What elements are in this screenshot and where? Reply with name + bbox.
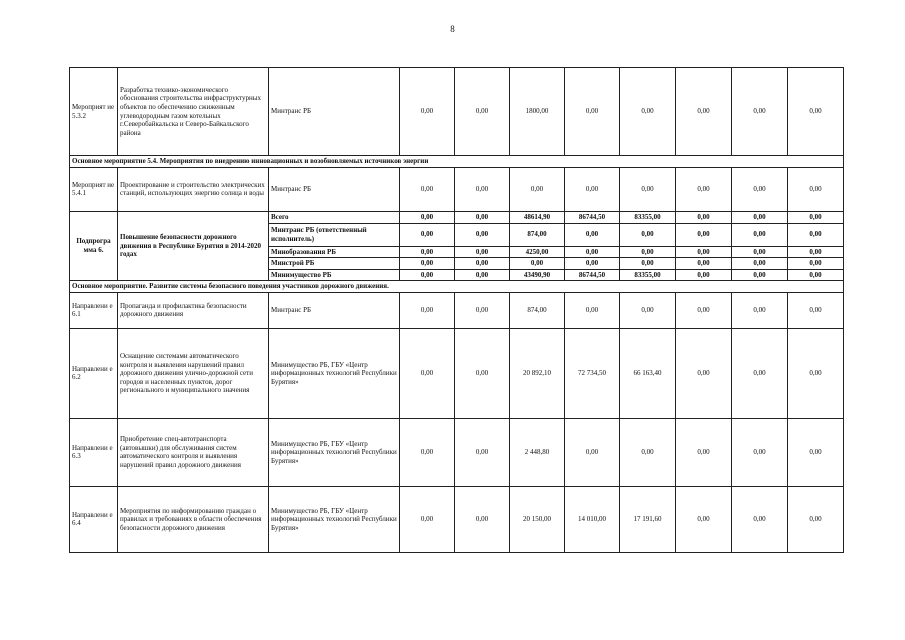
row-value: 0,00 xyxy=(788,486,844,552)
row-value: 1800,00 xyxy=(510,68,565,156)
row-value: 17 191,60 xyxy=(620,486,676,552)
row-executor: Минтранс РБ xyxy=(269,68,400,156)
page-number: 8 xyxy=(450,24,455,34)
row-value: 0,00 xyxy=(732,418,788,486)
row-value: 0,00 xyxy=(400,68,455,156)
row-value: 0,00 xyxy=(400,328,455,418)
row-value: 0,00 xyxy=(788,246,844,258)
row-value: 0,00 xyxy=(732,68,788,156)
subprogram-code: Подпрогра мма 6. xyxy=(70,211,118,281)
row-executor: Минимущество РБ, ГБУ «Центр информационных технологий Республики Бурятия» xyxy=(269,328,400,418)
section-heading-row xyxy=(70,281,844,293)
row-executor: Минстрой РБ xyxy=(269,258,400,270)
row-value: 0,00 xyxy=(565,223,620,246)
row-value: 0,00 xyxy=(676,211,732,223)
row-value: 0,00 xyxy=(400,418,455,486)
subprogram-name: Повышение безопасности дорожного движения в Республике Бурятия в 2014-2020 годах xyxy=(118,211,269,281)
row-code: Направлени е 6.1 xyxy=(70,292,118,328)
row-value: 0,00 xyxy=(455,211,510,223)
row-value: 4250,00 xyxy=(510,246,565,258)
section-heading-row xyxy=(70,156,844,168)
row-value: 0,00 xyxy=(400,167,455,211)
row-code: Направлени е 6.3 xyxy=(70,418,118,486)
row-value: 0,00 xyxy=(510,167,565,211)
row-value: 0,00 xyxy=(455,292,510,328)
row-value: 0,00 xyxy=(455,68,510,156)
table-row xyxy=(70,292,844,328)
row-value: 86744,50 xyxy=(565,211,620,223)
row-code: Направлени е 6.4 xyxy=(70,486,118,552)
row-value: 0,00 xyxy=(620,246,676,258)
row-value: 0,00 xyxy=(788,328,844,418)
row-value: 0,00 xyxy=(455,269,510,281)
row-value: 0,00 xyxy=(788,167,844,211)
section-heading: Основное мероприятие 5.4. Мероприятия по внедрению инновационных и возобновляемых источников энергии xyxy=(70,156,844,168)
row-value: 14 010,00 xyxy=(565,486,620,552)
row-value: 0,00 xyxy=(565,418,620,486)
row-executor: Минимущество РБ, ГБУ «Центр информационных технологий Республики Бурятия» xyxy=(269,418,400,486)
table-row xyxy=(70,486,844,552)
row-value: 0,00 xyxy=(788,211,844,223)
row-name: Пропаганда и профилактика безопасности дорожного движения xyxy=(118,292,269,328)
row-value: 0,00 xyxy=(676,68,732,156)
row-value: 0,00 xyxy=(400,223,455,246)
row-executor: Минобразования РБ xyxy=(269,246,400,258)
row-value: 0,00 xyxy=(676,223,732,246)
row-name: Мероприятия по информированию граждан о правилах и требованиях в области обеспечения безопасности дорожного движения xyxy=(118,486,269,552)
row-value: 0,00 xyxy=(620,68,676,156)
row-value: 0,00 xyxy=(676,418,732,486)
row-value: 2 448,80 xyxy=(510,418,565,486)
row-value: 0,00 xyxy=(788,269,844,281)
row-value: 0,00 xyxy=(455,328,510,418)
row-value: 0,00 xyxy=(565,68,620,156)
row-value: 0,00 xyxy=(732,211,788,223)
row-name: Проектирование и строительство электрических станций, использующих энергию солнца и воды xyxy=(118,167,269,211)
row-value: 0,00 xyxy=(732,292,788,328)
row-value: 0,00 xyxy=(565,258,620,270)
row-value: 0,00 xyxy=(455,258,510,270)
table-row xyxy=(70,68,844,156)
program-table xyxy=(69,67,844,553)
row-value: 83355,00 xyxy=(620,211,676,223)
row-value: 0,00 xyxy=(676,328,732,418)
row-value: 0,00 xyxy=(732,486,788,552)
row-value: 0,00 xyxy=(400,246,455,258)
row-value: 0,00 xyxy=(788,68,844,156)
row-code: Мероприят ие 5.4.1 xyxy=(70,167,118,211)
row-value: 0,00 xyxy=(400,269,455,281)
row-value: 0,00 xyxy=(400,258,455,270)
section-heading: Основное мероприятие. Развитие системы безопасного поведения участников дорожного движения. xyxy=(70,281,844,293)
row-value: 874,00 xyxy=(510,292,565,328)
row-value: 0,00 xyxy=(732,269,788,281)
row-value: 0,00 xyxy=(510,258,565,270)
row-value: 0,00 xyxy=(620,258,676,270)
row-value: 0,00 xyxy=(676,246,732,258)
row-executor: Всего xyxy=(269,211,400,223)
row-value: 20 892,10 xyxy=(510,328,565,418)
row-value: 0,00 xyxy=(676,486,732,552)
row-value: 43490,90 xyxy=(510,269,565,281)
row-value: 0,00 xyxy=(732,258,788,270)
row-value: 0,00 xyxy=(732,167,788,211)
row-value: 72 734,50 xyxy=(565,328,620,418)
row-value: 0,00 xyxy=(676,269,732,281)
table-row xyxy=(70,211,844,223)
row-value: 0,00 xyxy=(565,167,620,211)
row-value: 0,00 xyxy=(620,418,676,486)
row-value: 0,00 xyxy=(620,167,676,211)
row-code: Мероприят ие 5.3.2 xyxy=(70,68,118,156)
row-value: 0,00 xyxy=(732,328,788,418)
row-value: 66 163,40 xyxy=(620,328,676,418)
row-code: Направлени е 6.2 xyxy=(70,328,118,418)
row-name: Разработка технико-экономического обоснования строительства инфраструктурных объектов по обеспечению сжиженным углеводородным газом котельных г.Северобайкальска и Северо-Байкальского района xyxy=(118,68,269,156)
row-value: 0,00 xyxy=(565,246,620,258)
row-value: 0,00 xyxy=(620,223,676,246)
row-value: 0,00 xyxy=(455,246,510,258)
row-value: 0,00 xyxy=(455,486,510,552)
row-executor: Минтранс РБ xyxy=(269,167,400,211)
table-row xyxy=(70,418,844,486)
row-executor: Минтранс РБ (ответственный исполнитель) xyxy=(269,223,400,246)
row-value: 0,00 xyxy=(732,246,788,258)
row-value: 0,00 xyxy=(732,223,788,246)
row-value: 0,00 xyxy=(788,292,844,328)
row-value: 0,00 xyxy=(400,486,455,552)
row-executor: Минтранс РБ xyxy=(269,292,400,328)
row-value: 20 150,00 xyxy=(510,486,565,552)
row-value: 0,00 xyxy=(676,258,732,270)
row-value: 0,00 xyxy=(788,223,844,246)
row-name: Приобретение спец-автотранспорта (автовышки) для обслуживания систем автоматического контроля и выявления нарушений правил дорожного движения xyxy=(118,418,269,486)
row-executor: Минимущество РБ xyxy=(269,269,400,281)
row-value: 83355,00 xyxy=(620,269,676,281)
row-value: 48614,90 xyxy=(510,211,565,223)
table-row xyxy=(70,328,844,418)
row-value: 0,00 xyxy=(455,418,510,486)
row-value: 0,00 xyxy=(565,292,620,328)
row-value: 0,00 xyxy=(788,258,844,270)
row-value: 0,00 xyxy=(455,167,510,211)
row-value: 0,00 xyxy=(676,167,732,211)
row-value: 0,00 xyxy=(400,211,455,223)
row-value: 0,00 xyxy=(620,292,676,328)
row-executor: Минимущество РБ, ГБУ «Центр информационных технологий Республики Бурятия» xyxy=(269,486,400,552)
row-value: 86744,50 xyxy=(565,269,620,281)
row-value: 0,00 xyxy=(676,292,732,328)
row-value: 0,00 xyxy=(400,292,455,328)
row-value: 874,00 xyxy=(510,223,565,246)
table-row xyxy=(70,167,844,211)
row-name: Оснащение системами автоматического контроля и выявления нарушений правил дорожного движения улично-дорожной сети городов и населенных пунктов, дорог регионального и муниципального значения xyxy=(118,328,269,418)
row-value: 0,00 xyxy=(455,223,510,246)
row-value: 0,00 xyxy=(788,418,844,486)
